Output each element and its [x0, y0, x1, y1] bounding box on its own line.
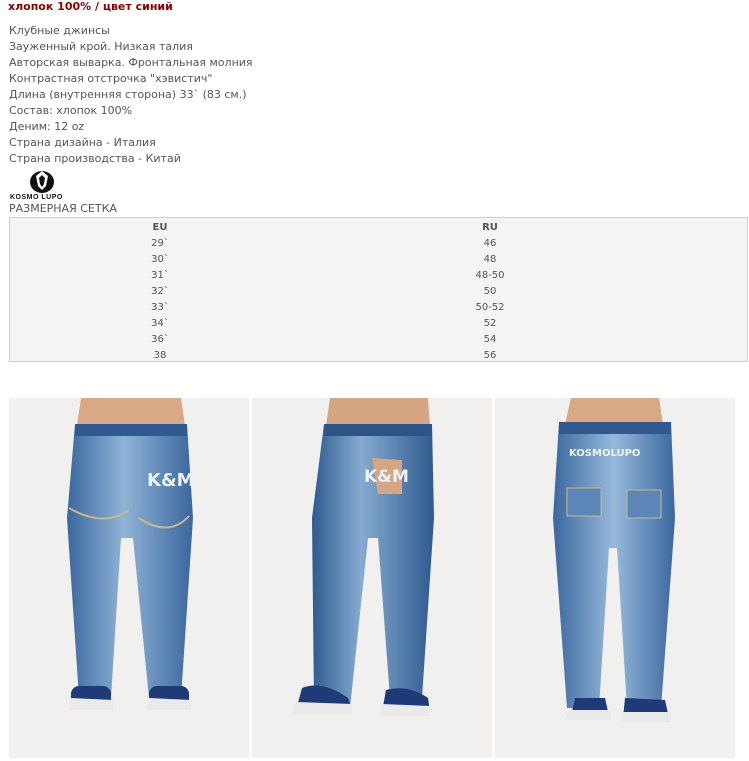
ru-size-cell: 46 — [483, 238, 497, 249]
description-line: Длина (внутренняя сторона) 33` (83 см.) — [9, 88, 247, 101]
brand-logo-text: KOSMO LUPO — [10, 194, 63, 201]
wolf-icon — [22, 168, 62, 196]
product-headline: хлопок 100% / цвет синий — [8, 0, 173, 13]
table-row — [10, 236, 747, 252]
product-photo-back[interactable] — [495, 398, 735, 758]
photo-print-text: K&M — [147, 470, 195, 491]
description-line: Страна производства - Китай — [9, 152, 181, 165]
size-chart-title: РАЗМЕРНАЯ СЕТКА — [9, 202, 117, 215]
ru-size-cell: 48 — [483, 254, 497, 265]
description-line: Состав: хлопок 100% — [9, 104, 133, 117]
description-line: Деним: 12 oz — [9, 120, 85, 133]
product-photo-three-quarter[interactable] — [252, 398, 492, 758]
brand-logo — [10, 168, 70, 204]
size-chart-table — [9, 217, 748, 362]
table-row — [10, 252, 747, 268]
eu-size-cell: 32` — [151, 286, 169, 297]
table-row — [10, 284, 747, 300]
ru-size-cell: 56 — [483, 350, 497, 361]
size-table-header — [10, 220, 747, 236]
ru-size-cell: 50 — [483, 286, 497, 297]
description-line: Авторская выварка. Фронтальная молния — [9, 56, 253, 69]
eu-size-cell: 31` — [151, 270, 169, 281]
product-description — [9, 23, 253, 167]
header-ru: RU — [482, 222, 498, 233]
product-photo-front[interactable] — [9, 398, 249, 758]
description-line: Клубные джинсы — [9, 24, 110, 37]
eu-size-cell: 29` — [151, 238, 169, 249]
table-row — [10, 332, 747, 348]
photo-print-text: KOSMOLUPO — [569, 448, 641, 459]
description-line: Зауженный крой. Низкая талия — [9, 40, 193, 53]
ru-size-cell: 52 — [483, 318, 497, 329]
description-line: Страна дизайна - Италия — [9, 136, 156, 149]
eu-size-cell: 33` — [151, 302, 169, 313]
ru-size-cell: 50-52 — [475, 302, 505, 313]
ru-size-cell: 48-50 — [475, 270, 505, 281]
photo-print-text: K&M — [364, 467, 409, 487]
eu-size-cell: 36` — [151, 334, 169, 345]
description-line: Контрастная отстрочка "хэвистич" — [9, 72, 213, 85]
eu-size-cell: 34` — [151, 318, 169, 329]
table-row — [10, 300, 747, 316]
header-eu: EU — [152, 222, 168, 233]
eu-size-cell: 30` — [151, 254, 169, 265]
ru-size-cell: 54 — [483, 334, 497, 345]
table-row — [10, 268, 747, 284]
eu-size-cell: 38 — [153, 350, 167, 361]
table-row — [10, 316, 747, 332]
table-row — [10, 348, 747, 364]
